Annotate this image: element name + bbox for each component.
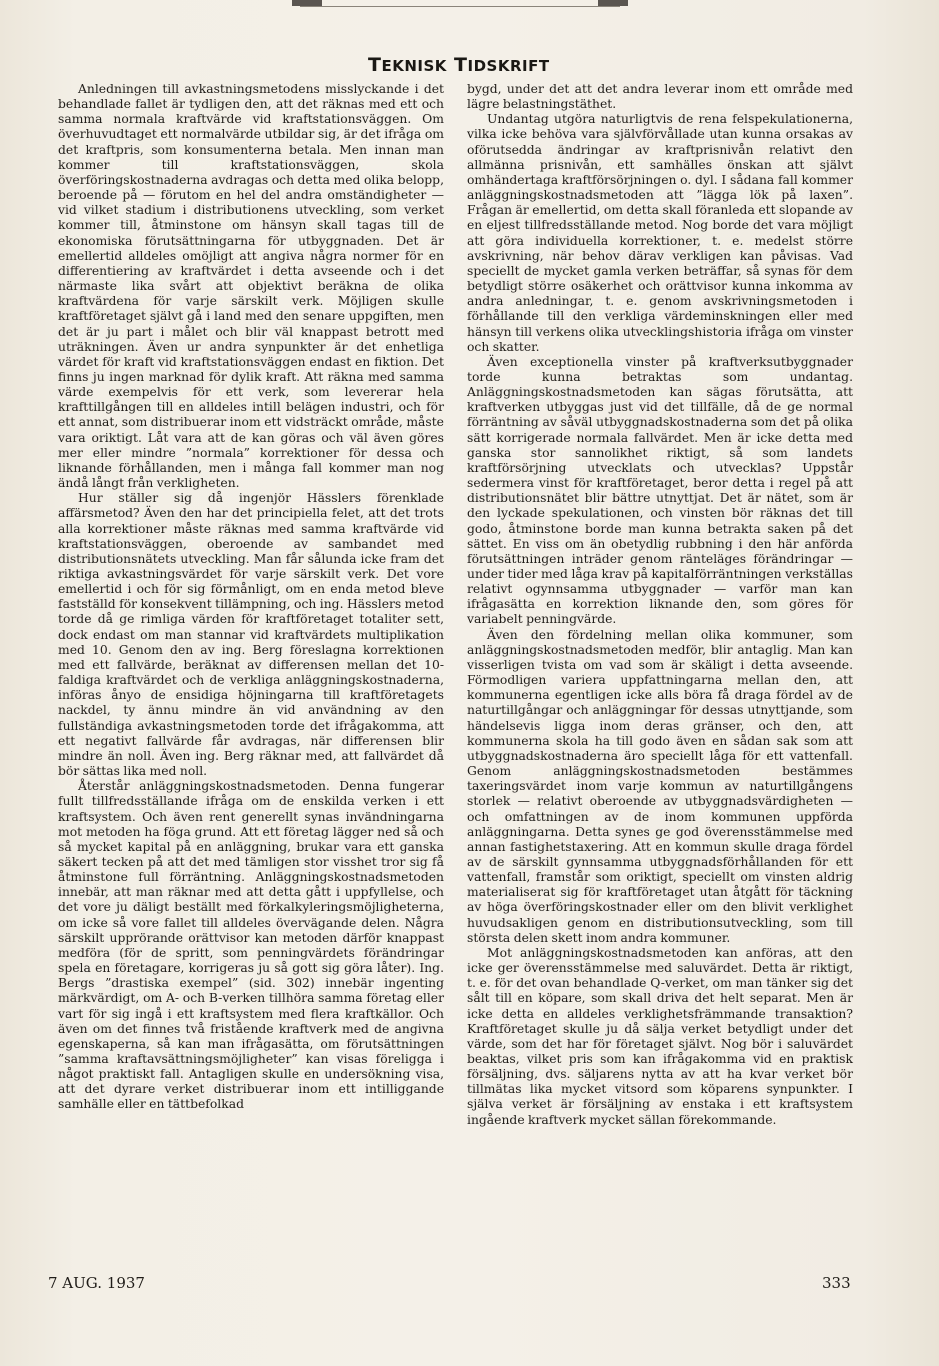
title-initial-t: T (368, 54, 382, 76)
journal-title (368, 54, 550, 76)
right-paragraph-3: Även exceptionella vinster på kraftverksutbyggnader torde kunna betraktas som undantag. Anläggningskostnadsmetoden kan sägas förutsätta, att kraftverken utbyggas just vid det tillfälle, då de ge normal förräntning av såväl utbyggnadskostnaderna som det på olika sätt korrigerade normala fallvärdet. Men är icke detta med ganska stor sannolikhet riktigt, så som landets kraftförsörjning utvecklats och utvecklas? Uppstår sedermera vinst för kraftföretaget, beror detta i regel på att distributionsnätet blir bättre utnyttjat. Det är nätet, som är den lyckade spekulationen, och vinsten bör räknas det till godo, åtminstone borde man kunna betrakta saken på det sättet. En viss om än obetydlig rubbning i den här anförda förutsättningen inträder genom ränteläges förändringar — under tider med låga krav på kapitalförräntningen verkställas relativt ogynnsamma utbyggnader — varför man kan ifrågasätta en korrektion liknande den, som göres för variabelt penningvärde. (467, 354, 853, 627)
right-paragraph-5: Mot anläggningskostnadsmetoden kan anföras, att den icke ger överensstämmelse med saluvärdet. Detta är riktigt, t. e. för det ovan behandlade Q-verket, om man tänker sig det sålt till en köpare, som skall driva det helt separat. Men är icke detta en alldeles verklighetsfrämmande transaktion? Kraftföretaget skulle ju då sälja verket betydligt under det värde, som det har för företaget självt. Nog bör i saluvärdet beaktas, vilket pris som kan ifrågakomma vid en praktisk försäljning, dvs. säljarens nytta av att ha kvar verket bör tillmätas lika mycket vitsord som köparens synpunkter. I själva verket är försäljning av enstaka i ett kraftsystem ingående kraftverk mycket sällan förekommande. (467, 945, 853, 1127)
right-paragraph-1: bygd, under det att det andra leverar inom ett område med lägre belastningstäthet. (467, 82, 853, 112)
title-initial-t2: T (446, 54, 468, 76)
top-mark-left (292, 0, 322, 6)
title-word-idskrift: IDSKRIFT (467, 57, 550, 75)
title-word-eknisk: EKNISK (381, 57, 447, 75)
right-paragraph-2: Undantag utgöra naturligtvis de rena felspekulationerna, vilka icke behöva vara självförvållade utan kunna orsakas av oförutsedda ändringar av kraftprisnivån relativt den allmänna prisnivån, ett samhälles önskan att självt omhändertaga kraftförsörjningen o. dyl. I sådana fall kommer anläggningskostnadsmetoden att ”lägga lök på laxen”. Frågan är emellertid, om detta skall föranleda ett slopande av en eljest tillfredsställande metod. Nog borde det vara möjligt att göra individuella korrektioner, t. e. medelst större avskrivning, när behov därav verkligen kan påvisas. Vad speciellt de mycket gamla verken beträffar, så synas för dem betydligt större osäkerhet och orättvisor kunna inkomma av andra anledningar, t. e. genom avskrivningsmetoden i förhållande till den verkliga värdeminskningen eller med hänsyn till verkens olika utvecklingshistoria ifråga om vinster och skatter. (467, 112, 853, 354)
left-paragraph-3: Återstår anläggningskostnadsmetoden. Denna fungerar fullt tillfredsställande ifråga om de enskilda verken i ett kraftsystem. Och även rent generellt synas invändningarna mot metoden ha föga grund. Att ett företag lägger ned så och så mycket kapital på en anläggning, brukar vara ett ganska säkert tecken på att det med tämligen stor visshet tror sig få åtminstone full förräntning. Anläggningskostnadsmetoden innebär, att man räknar med att detta gått i uppfyllelse, och det vore ju däligt beställt med förkalkyleringsmöjligheterna, om icke så vore fallet till alldeles övervägande delen. Några särskilt upprörande orättvisor kan metoden därför knappast medföra (för de spritt, som penningvärdets förändringar spela en företagare, korrigeras ju så gott sig göra låter). Ing. Bergs ”drastiska exempel” (sid. 302) innebär ingenting märkvärdigt, om A- och B-verken tillhöra samma företag eller vart för sig ingå i ett kraftsystem med flera kraftkällor. Och även om det finnes två fristående kraftverk med de angivna egenskaperna, så kan man ifrågasätta, om förutsättningen ”samma kraftavsättningsmöjligheter” kan visas föreligga i något praktiskt fall. Antagligen skulle en undersökning visa, att det dyrare verket distribuerar inom ett intilliggande samhälle eller en tättbefolkad (58, 779, 444, 1112)
top-rule (300, 0, 620, 7)
page-number: 333 (822, 1274, 851, 1292)
right-column (467, 82, 853, 1128)
left-column (58, 82, 444, 1113)
left-paragraph-1: Anledningen till avkastningsmetodens misslyckande i det behandlade fallet är tydligen den, att det räknas med ett och samma normala kraftvärde vid kraftstationsväggen. Om överhuvudtaget ett normalvärde utbildar sig, är det ifråga om det kraftpris, som konsumenterna betala. Men innan man kommer till kraftstationsväggen, skola överföringskostnaderna avdragas och detta med olika belopp, beroende på — förutom en hel del andra omständigheter — vid vilket stadium i distributionens utveckling, som verket kommer till, åtminstone om hänsyn skall tagas till de ekonomiska förutsättningarna för utbyggnaden. Det är emellertid alldeles omöjligt att angiva några normer för en differentiering av kraftvärdet i detta avseende och i det närmaste lika svårt att objektivt beräkna de olika kraftvärdena för varje särskilt verk. Möjligen skulle kraftföretaget självt gå i land med den senare uppgiften, men det är ju part i målet och blir väl knappast betrott med uträkningen. Även ur andra synpunkter är det enhetliga värdet för kraft vid kraftstationsväggen endast en fiktion. Det finns ju ingen marknad för dylik kraft. Att räkna med samma värde exempelvis för ett verk, som levererar hela krafttillgången till en alldeles intill belägen industri, och för ett annat, som distribuerar inom ett vidsträckt område, måste vara oriktigt. Låt vara att de kan göras och väl även göres mer eller mindre ”normala” korrektioner för dessa och liknande förhållanden, men i många fall kommer man nog ändå långt från verkligheten. (58, 82, 444, 491)
right-paragraph-4: Även den fördelning mellan olika kommuner, som anläggningskostnadsmetoden medför, blir antaglig. Man kan visserligen tvista om vad som är skäligt i detta avseende. Förmodligen variera uppfattningarna mellan den, att kommunerna egentligen icke alls böra få draga fördel av de naturtillgångar och anläggningar för dessas utnyttjande, som händelsevis ligga inom deras gränser, och den, att kommunerna skola ha till godo även en sådan sak som att utbyggnadskostnaderna äro speciellt låga för ett vattenfall. Genom anläggningskostnadsmetoden bestämmes taxeringsvärdet inom varje kommun av naturtillgångens storlek — relativt oberoende av utbyggnadsvärdigheten — och omfattningen av de inom kommunen uppförda anläggningarna. Detta synes ge god överensstämmelse med annan fastighetstaxering. Att en kommun skulle draga fördel av de särskilt gynnsamma utbyggnadsförhållanden för ett vattenfall, framstår som oriktigt, speciellt om vinsten aldrig materialiserat sig för kraftföretaget utan åtgått för täckning av höga överföringskostnader eller om den blivit verklighet huvudsakligen genom en distributionsutveckling, som till största delen skett inom andra kommuner. (467, 627, 853, 945)
issue-date: 7 AUG. 1937 (48, 1274, 145, 1292)
left-paragraph-2: Hur ställer sig då ingenjör Hässlers förenklade affärsmetod? Även den har det principiella felet, att det trots alla korrektioner måste räknas med samma kraftvärde vid kraftstationsväggen, oberoende av sambandet med distributionsnätets utveckling. Man får sålunda icke fram det riktiga avkastningsvärdet för varje särskilt verk. Det vore emellertid i och för sig förmånligt, om en enda metod bleve fastställd för konsekvent tillämpning, och ing. Hässlers metod torde då ge rimliga värden för kraftföretaget totaliter sett, dock endast om man stannar vid kraftvärdets multiplikation med 10. Genom den av ing. Berg föreslagna korrektionen med ett fallvärde, beräknat av differensen mellan det 10-faldiga kraftvärdet och de verkliga anläggningskostnaderna, införas ånyo de ensidiga höjningarna till kraftföretagets nackdel, ty ännu mindre än vid användning av den fullständiga avkastningsmetoden torde det ifrågakomma, att ett negativt fallvärde får avdragas, när differensen blir mindre än noll. Även ing. Berg räknar med, att fallvärdet då bör sättas lika med noll. (58, 491, 444, 779)
top-mark-right (598, 0, 628, 6)
